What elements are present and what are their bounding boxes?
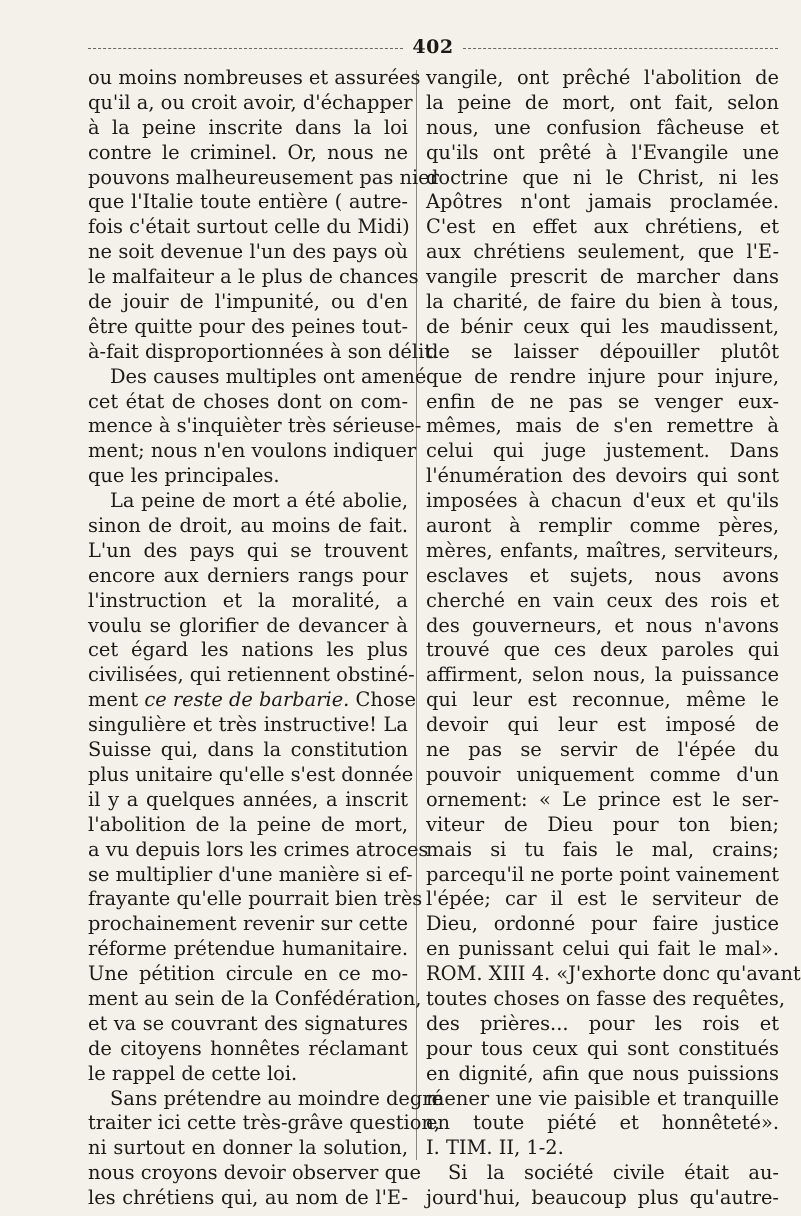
text-line: plus unitaire qu'elle s'est donnée [88,762,414,786]
text-line: et va se couvrant des signatures [88,1011,408,1035]
text-line: parcequ'il ne porte point vainement [426,862,779,886]
text-line: que les principales. [88,464,280,488]
text-segment: Chose [355,688,416,712]
text-line: mais si tu fais le mal, crains; [426,837,779,861]
text-line: affirment, selon nous, la puissance [426,663,779,687]
text-line: de citoyens honnêtes réclamant [88,1036,408,1060]
text-line: L'un des pays qui se trouvent [88,538,408,562]
text-line: le rappel de cette loi. [88,1061,298,1085]
page-number: 402 [412,36,454,58]
text-line: aux chrétiens seulement, que l'E- [426,240,779,264]
right-column [426,66,801,1211]
text-line: pouvons malheureusement pas nier [88,165,439,189]
text-line: de bénir ceux qui les maudissent, [426,314,779,338]
text-line: ROM. XIII 4. «J'exhorte donc qu'avant [426,962,801,986]
text-line: qu'ils ont prêté à l'Evangile une [426,140,779,164]
text-line: ne soit devenue l'un des pays où [88,240,408,264]
text-line: l'instruction et la moralité, a [88,588,408,612]
text-line: voulu se glorifier de devancer à [88,613,408,637]
text-line: la charité, de faire du bien à tous, [426,290,779,314]
text-line: l'épée; car il est le serviteur de [426,887,779,911]
text-line: en punissant celui qui fait le mal». [426,937,779,961]
text-line: mener une vie paisible et tranquille [426,1086,779,1110]
text-line: la peine de mort, ont fait, selon [426,90,779,114]
header-rule-left [88,48,403,49]
text-line: Sans prétendre au moindre degré [110,1086,444,1110]
text-line: l'énumération des devoirs qui sont [426,464,779,488]
text-line: cet état de choses dont on com- [88,389,408,413]
text-line: des gouverneurs, et nous n'avons [426,613,779,637]
text-line: qu'il a, ou croit avoir, d'échapper [88,90,413,114]
text-line: fois c'était surtout celle du Midi) [88,215,410,239]
text-line: mères, enfants, maîtres, serviteurs, [426,538,779,562]
text-line: vangile prescrit de marcher dans [426,265,779,289]
text-line: se multiplier d'une manière si ef- [88,862,413,886]
text-line: pour tous ceux qui sont constitués [426,1036,779,1060]
text-line: ornement: « Le prince est le ser- [426,787,779,811]
text-line: ou moins nombreuses et assurées [88,66,421,89]
text-line: vangile, ont prêché l'abolition de [426,66,779,89]
text-line: de se laisser dépouiller plutôt [426,339,779,363]
text-line: en dignité, afin que nous puissions [426,1061,779,1085]
header-rule-right [463,48,778,49]
text-line: l'abolition de la peine de mort, [88,812,408,836]
text-line: sinon de droit, au moins de fait. [88,514,408,538]
text-line: Des causes multiples ont amené [110,364,427,388]
text-line: jourd'hui, beaucoup plus qu'autre- [426,1186,779,1210]
text-line: qui leur est reconnue, même le [426,688,779,712]
text-line-mixed [88,688,416,713]
text-line: ment; nous n'en voulons indiquer [88,439,417,463]
text-line: des prières... pour les rois et [426,1011,779,1035]
text-line: nous croyons devoir observer que [88,1161,421,1185]
text-line: les chrétiens qui, au nom de l'E- [88,1186,408,1210]
text-line: le malfaiteur a le plus de chances [88,265,419,289]
text-line: réforme prétendue humanitaire. [88,937,408,961]
text-line: civilisées, qui retiennent obstiné- [88,663,415,687]
text-line: enfin de ne pas se venger eux- [426,389,779,413]
text-line: ne pas se servir de l'épée du [426,738,779,762]
text-line: I. TIM. II, 1-2. [426,1136,564,1160]
text-line: traiter ici cette très-grâve question, [88,1111,441,1135]
text-line: pouvoir uniquement comme d'un [426,762,779,786]
text-line: il y a quelques années, a inscrit [88,787,408,811]
text-line: en toute piété et honnêteté». [426,1111,779,1135]
text-line: prochainement revenir sur cette [88,912,408,936]
text-line: C'est en effet aux chrétiens, et [426,215,779,239]
text-line: Dieu, ordonné pour faire justice [426,912,779,936]
text-line: que de rendre injure pour injure, [426,364,779,388]
text-line: auront à remplir comme pères, [426,514,779,538]
text-line: devoir qui leur est imposé de [426,713,779,737]
text-line: celui qui juge justement. Dans [426,439,779,463]
text-line: ni surtout en donner la solution, [88,1136,408,1160]
text-line: a vu depuis lors les crimes atroces [88,837,429,861]
text-line: viteur de Dieu pour ton bien; [426,812,779,836]
text-line: mêmes, mais de s'en remettre à [426,414,779,438]
text-line: nous, une confusion fâcheuse et [426,115,779,139]
text-line: cet égard les nations les plus [88,638,408,662]
text-line: singulière et très instructive! La [88,713,408,737]
text-line: contre le criminel. Or, nous ne [88,140,408,164]
text-line: de jouir de l'impunité, ou d'en [88,290,408,314]
text-line: mence à s'inquièter très sérieuse- [88,414,422,438]
page-header [88,36,778,60]
left-column [88,66,444,1211]
text-line: encore aux derniers rangs pour [88,563,408,587]
text-line: Une pétition circule en ce mo- [88,962,408,986]
text-line: doctrine que ni le Christ, ni les [426,165,779,189]
text-line: ment au sein de la Confédération, [88,986,422,1010]
text-line: Si la société civile était au- [448,1161,779,1185]
text-line: trouvé que ces deux paroles qui [426,638,779,662]
text-line: cherché en vain ceux des rois et [426,588,779,612]
text-line: à-fait disproportionnées à son délit. [88,339,439,363]
text-line: frayante qu'elle pourrait bien très [88,887,423,911]
italic-phrase: ce reste de barbarie. [144,688,350,712]
text-line: toutes choses on fasse des requêtes, [426,986,786,1010]
text-line: à la peine inscrite dans la loi [88,115,408,139]
text-line: esclaves et sujets, nous avons [426,563,779,587]
text-segment: ment [88,688,139,712]
text-line: être quitte pour des peines tout- [88,314,408,338]
text-line: imposées à chacun d'eux et qu'ils [426,489,779,513]
text-line: La peine de mort a été abolie, [110,489,408,513]
text-line: que l'Italie toute entière ( autre- [88,190,408,214]
text-line: Apôtres n'ont jamais proclamée. [426,190,779,214]
text-line: Suisse qui, dans la constitution [88,738,408,762]
